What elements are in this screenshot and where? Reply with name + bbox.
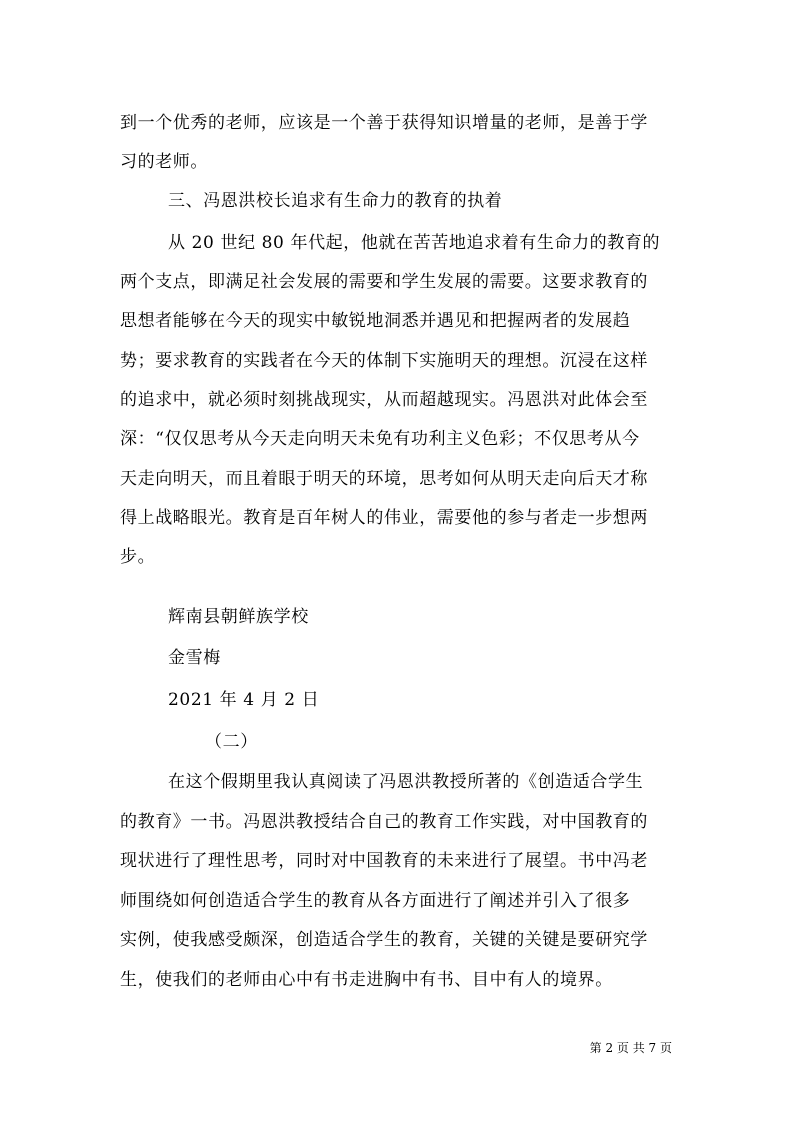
paragraph-line: 的教育》一书。冯恩洪教授结合自己的教育工作实践，对中国教育的	[120, 812, 648, 832]
paragraph-line: 的追求中，就必须时刻挑战现实，从而超越现实。冯恩洪对此体会至	[120, 390, 648, 410]
paragraph-line: 现状进行了理性思考，同时对中国教育的未来进行了展望。书中冯老	[120, 851, 648, 871]
paragraph-line: 实例，使我感受颇深，创造适合学生的教育，关键的关键是要研究学	[120, 930, 648, 950]
paragraph-line: 从 20 世纪 80 年代起，他就在苦苦地追求着有生命力的教育的	[168, 233, 661, 253]
signature-author: 金雪梅	[168, 648, 221, 668]
paragraph-line: 生，使我们的老师由心中有书走进胸中有书、目中有人的境界。	[120, 970, 613, 990]
signature-date: 2021 年 4 月 2 日	[168, 690, 320, 710]
paragraph-line: 深：“仅仅思考从今天走向明天未免有功利主义色彩；不仅思考从今	[120, 429, 640, 449]
paragraph-line: 到一个优秀的老师，应该是一个善于获得知识增量的老师，是善于学	[120, 113, 648, 133]
paragraph-line: 两个支点，即满足社会发展的需要和学生发展的需要。这要求教育的	[120, 272, 648, 292]
paragraph-line: 得上战略眼光。教育是百年树人的伟业，需要他的参与者走一步想两	[120, 508, 648, 528]
paragraph-line: 势；要求教育的实践者在今天的体制下实施明天的理想。沉浸在这样	[120, 351, 648, 371]
section-heading: 三、冯恩洪校长追求有生命力的教育的执着	[168, 191, 503, 211]
section-title: （二）	[205, 732, 258, 752]
paragraph-line: 习的老师。	[120, 152, 208, 172]
paragraph-line: 师围绕如何创造适合学生的教育从各方面进行了阐述并引入了很多	[120, 891, 631, 911]
paragraph-line: 思想者能够在今天的现实中敏锐地洞悉并遇见和把握两者的发展趋	[120, 311, 631, 331]
page-number: 第 2 页 共 7 页	[589, 1041, 672, 1055]
signature-school: 辉南县朝鲜族学校	[168, 607, 309, 627]
paragraph-line: 步。	[120, 547, 156, 567]
paragraph-line: 在这个假期里我认真阅读了冯恩洪教授所著的《创造适合学生	[168, 772, 644, 792]
paragraph-line: 天走向明天，而且着眼于明天的环境，思考如何从明天走向后天才称	[120, 469, 648, 489]
